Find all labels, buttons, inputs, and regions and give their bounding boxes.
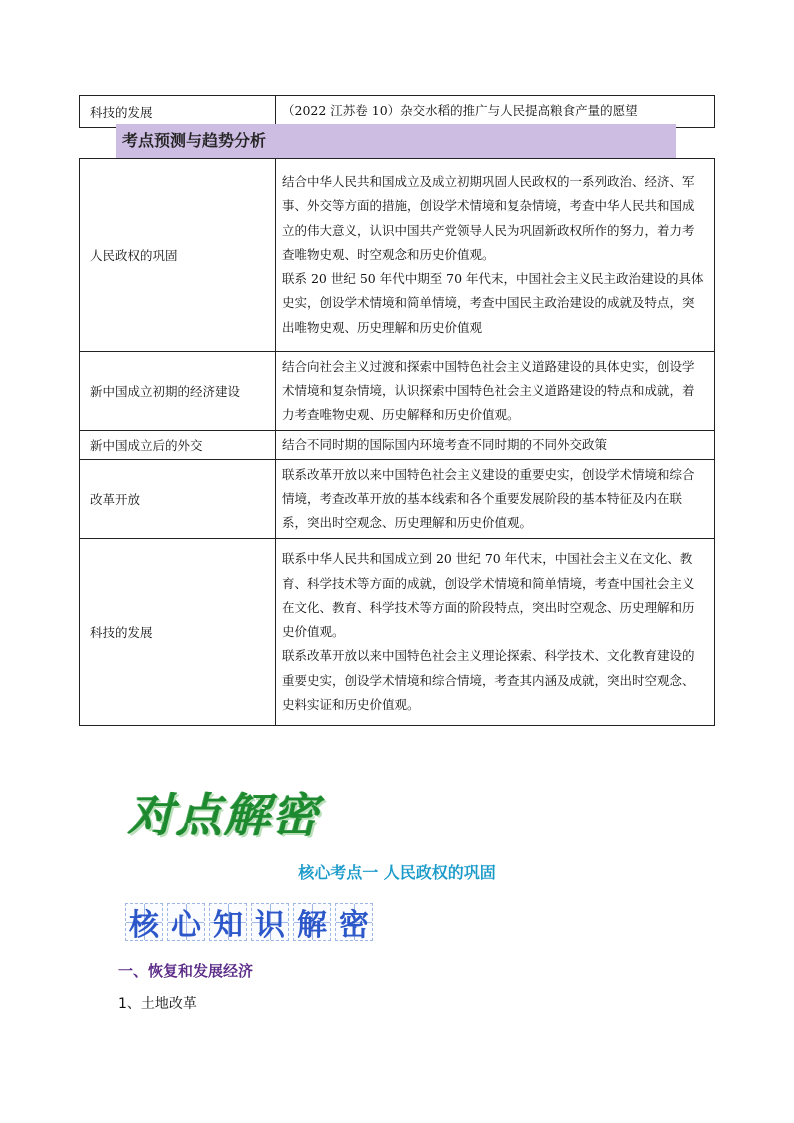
table-row	[80, 460, 715, 539]
sub-heading: 1、土地改革	[118, 996, 197, 1012]
row-paragraph: 结合向社会主义过渡和探索中国特色社会主义道路建设的具体史实，创设学术情境和复杂情境，认识探索中国特色社会主义道路建设的特点和成就，着力考查唯物史观、历史解释和历史价值观。	[282, 358, 695, 423]
row-content	[276, 352, 715, 431]
row-content	[276, 539, 715, 726]
row-paragraph: 联系 20 世纪 50 年代中期至 70 年代末，中国社会主义民主政治建设的具体史实，创设学术情境和简单情境，考查中国民主政治建设的成就及特点，突出唯物史观、历史理解和历史价值观	[282, 271, 704, 335]
tile-char: 解	[293, 903, 331, 941]
row-paragraph: 联系改革开放以来中国特色社会主义建设的重要史实，创设学术情境和综合情境，考查改革开放的基本线索和各个重要发展阶段的基本特征及内在联系，突出时空观念、历史理解和历史价值观。	[282, 466, 695, 531]
row-key: 人民政权的巩固	[80, 159, 276, 352]
row-content	[276, 460, 715, 539]
tile-char: 知	[209, 903, 247, 941]
row-key: 新中国成立初期的经济建设	[80, 352, 276, 431]
top-table-value: （2022 江苏卷 10）杂交水稻的推广与人民提高粮食产量的愿望	[276, 96, 715, 128]
row-content	[276, 431, 715, 460]
table-row	[80, 539, 715, 726]
row-paragraph: 联系改革开放以来中国特色社会主义理论探索、科学技术、文化教育建设的重要史实，创设学术情境和综合情境，考查其内涵及成就，突出时空观念、史料实证和历史价值观。	[282, 648, 695, 712]
row-paragraph: 结合不同时期的国际国内环境考查不同时期的不同外交政策	[282, 437, 608, 452]
core-topic-title: 核心考点一 人民政权的巩固	[298, 863, 496, 882]
row-key: 改革开放	[80, 460, 276, 539]
row-paragraph: 结合中华人民共和国成立及成立初期巩固人民政权的一系列政治、经济、军事、外交等方面的措施，创设学术情境和复杂情境，考查中华人民共和国成立的伟大意义，认识中国共产党领导人民为巩固新政权所作的努力，着力考查唯物史观、时空观念和历史价值观。	[282, 174, 695, 262]
big-title-artwork: 对点解密	[128, 788, 320, 842]
table-row	[80, 352, 715, 431]
knowledge-tiles	[125, 903, 377, 941]
table-row	[80, 431, 715, 460]
table-row	[80, 96, 715, 128]
section-heading: 一、恢复和发展经济	[118, 962, 254, 980]
top-table-key: 科技的发展	[80, 96, 276, 128]
forecast-table	[79, 158, 715, 726]
section-banner: 考点预测与趋势分析	[116, 124, 676, 158]
row-content	[276, 159, 715, 352]
table-row	[80, 159, 715, 352]
tile-char: 识	[251, 903, 289, 941]
row-key: 新中国成立后的外交	[80, 431, 276, 460]
row-key: 科技的发展	[80, 539, 276, 726]
row-paragraph: 联系中华人民共和国成立到 20 世纪 70 年代末，中国社会主义在文化、教育、科学技术等方面的成就，创设学术情境和简单情境，考查中国社会主义在文化、教育、科学技术等方面的阶段特点，突出时空观念、历史理解和历史价值观。	[282, 551, 695, 640]
tile-char: 核	[125, 903, 163, 941]
tile-char: 心	[167, 903, 205, 941]
tile-char: 密	[335, 903, 373, 941]
